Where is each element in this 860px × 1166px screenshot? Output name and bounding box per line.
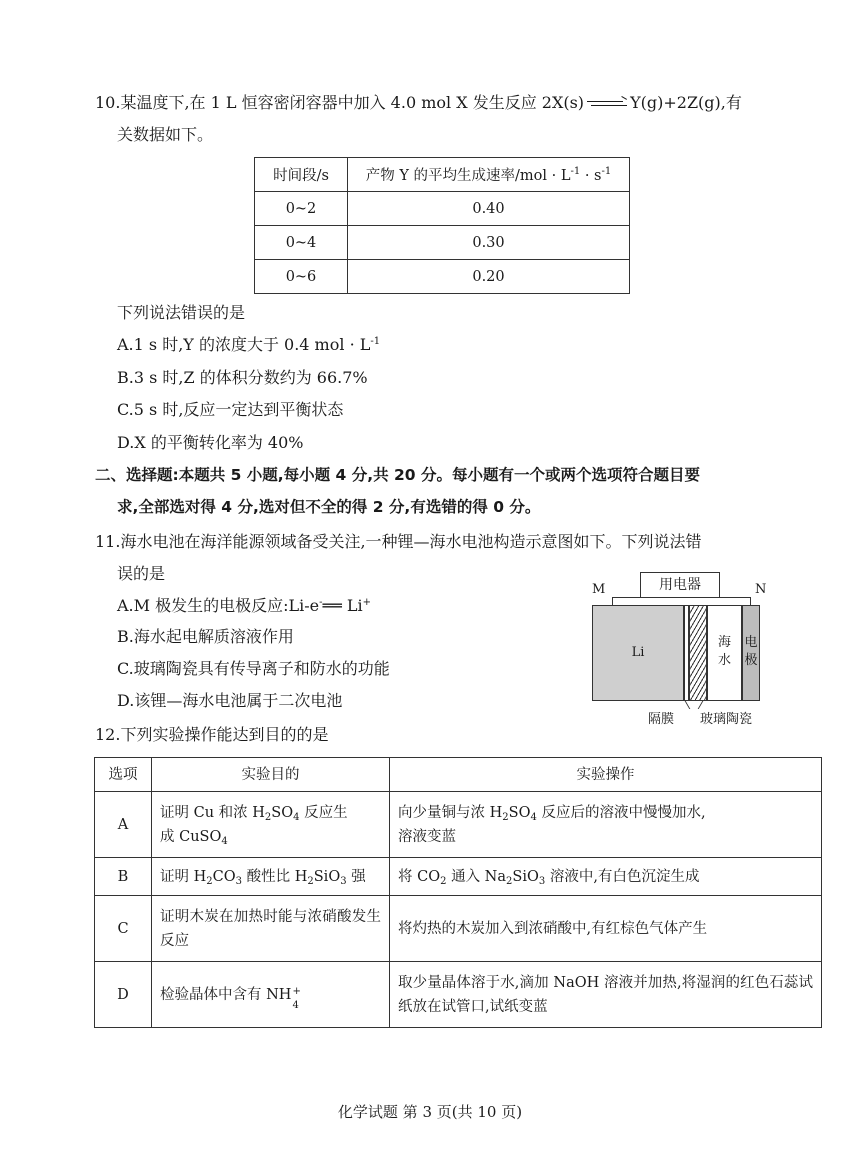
option-a-sup: -1 [370, 336, 381, 347]
q10-line1-text-end: Y(g)+2Z(g),有 [630, 93, 742, 112]
purpose-text: 反应生 [299, 804, 348, 821]
operation-text: 将 CO [398, 868, 441, 885]
electrode-n [742, 605, 760, 701]
q11-line2: 误的是 [117, 564, 166, 583]
option-cell: A [95, 792, 152, 858]
operation-cell: 将灼热的木炭加入到浓硝酸中,有红棕色气体产生 [390, 896, 822, 962]
ceramic-label: 玻璃陶瓷 [700, 712, 753, 727]
rate-cell: 0.20 [348, 260, 630, 294]
ion-charge-sub: 4 [292, 999, 299, 1011]
table-row [95, 792, 822, 858]
table-row [255, 260, 630, 294]
q10-line2: 关数据如下。 [117, 125, 214, 144]
purpose-text: 成 CuSO [160, 828, 222, 845]
option-a-text: A.1 s 时,Y 的浓度大于 0.4 mol · L [117, 335, 371, 354]
purpose-cell [152, 962, 390, 1028]
q10-line1 [95, 92, 742, 114]
rate-cell: 0.30 [348, 226, 630, 260]
option-cell: D [95, 962, 152, 1028]
section2-line1: 二、选择题:本题共 5 小题,每小题 4 分,共 20 分。每小题有一个或两个选项符合题目要 [95, 466, 700, 484]
purpose-cell: 证明木炭在加热时能与浓硝酸发生反应 [152, 896, 390, 962]
wire-left [612, 597, 640, 598]
battery-diagram [590, 570, 770, 730]
q12-col-operation-header: 实验操作 [390, 758, 822, 792]
ion-charge-sup: + [292, 985, 301, 997]
seawater [707, 605, 742, 701]
device-box: 用电器 [640, 572, 720, 598]
reversible-arrow-icon [587, 99, 627, 109]
seawater-label-1: 海 [717, 635, 731, 650]
q11-option-d: D.该锂—海水电池属于二次电池 [117, 691, 343, 710]
operation-cell: 将 $CO_2$ 通入 $Na_2SiO_3$ 溶液中,有白色沉淀生成 [390, 858, 822, 896]
q12-col-purpose-header: 实验目的 [152, 758, 390, 792]
period-cell: 0~6 [255, 260, 348, 294]
wire-right-down [750, 597, 751, 605]
purpose-text: SiO [313, 868, 341, 885]
operation-cell: 取少量晶体溶于水,滴加 NaOH 溶液并加热,将湿润的红色石蕊试纸放在试管口,试纸变蓝 [390, 962, 822, 1028]
q11-option-a [117, 595, 371, 617]
table-row [95, 896, 822, 962]
operation-text: SO [508, 804, 531, 821]
purpose-cell: 证明 Cu 和浓 $H_2SO_4$ 反应生 成 CuSO$_4$ [152, 792, 390, 858]
membrane-label: 隔膜 [648, 712, 675, 727]
table-row [95, 962, 822, 1028]
electrode-label-2: 极 [744, 653, 758, 668]
label-m: M [592, 582, 606, 597]
q10-table [254, 157, 630, 294]
q10-col-period-header: 时间段/s [255, 158, 348, 192]
q11-line1: 11.海水电池在海洋能源领域备受关注,一种锂—海水电池构造示意图如下。下列说法错 [95, 532, 702, 551]
q10-line1-text: 10.某温度下,在 1 L 恒容密闭容器中加入 4.0 mol X 发生反应 2X(s) [95, 93, 585, 112]
q10-option-a [117, 334, 380, 356]
section2-line2: 求,全部选对得 4 分,选对但不全的得 2 分,有选错的得 0 分。 [117, 498, 541, 516]
q12-col-option-header: 选项 [95, 758, 152, 792]
operation-text: 反应后的溶液中慢慢加水, [536, 804, 706, 821]
operation-text: 向少量铜与浓 H [398, 804, 503, 821]
page-footer: 化学试题 第 3 页(共 10 页) [337, 1103, 523, 1121]
q12-table-header-row [95, 758, 822, 792]
table-row [255, 226, 630, 260]
ion-charge [291, 985, 301, 1011]
operation-text: 通入 Na [446, 868, 507, 885]
rate-header-sup: -1 [570, 166, 581, 177]
seawater-label-2: 水 [717, 653, 731, 668]
q10-col-rate-header [348, 158, 630, 192]
q10-option-b: B.3 s 时,Z 的体积分数约为 66.7% [117, 368, 368, 387]
q10-stem: 下列说法错误的是 [117, 303, 246, 322]
purpose-text: 证明 Cu 和浓 H [160, 804, 265, 821]
period-cell: 0~2 [255, 192, 348, 226]
purpose-text: CO [212, 868, 236, 885]
purpose-text: 证明 H [160, 868, 207, 885]
rate-cell: 0.40 [348, 192, 630, 226]
q10-table-header-row [255, 158, 630, 192]
option-cell: C [95, 896, 152, 962]
purpose-text: 酸性比 H [242, 868, 308, 885]
operation-cell: 向少量铜与浓 $H_2SO_4$ 反应后的溶液中慢慢加水, 溶液变蓝 [390, 792, 822, 858]
purpose-cell: 证明 $H_2CO_3$ 酸性比 $H_2SiO_3$ 强 [152, 858, 390, 896]
rate-header-sup: -1 [601, 166, 612, 177]
option-a-sup: - [319, 597, 323, 608]
q10-option-c: C.5 s 时,反应一定达到平衡状态 [117, 400, 344, 419]
q10-option-d: D.X 的平衡转化率为 40% [117, 433, 304, 452]
purpose-text: 强 [346, 868, 366, 885]
purpose-text: 检验晶体中含有 NH [160, 986, 292, 1003]
wire-left-down [612, 597, 613, 605]
glass-ceramic [689, 605, 707, 701]
option-a-text-mid: ══ Li [322, 596, 363, 615]
electrode-label-1: 电 [744, 635, 758, 650]
label-n: N [755, 582, 767, 597]
membrane-leader [672, 701, 691, 709]
operation-text: 溶液中,有白色沉淀生成 [545, 868, 700, 885]
option-a-text: A.M 极发生的电极反应:Li-e [117, 596, 320, 615]
q11-option-c: C.玻璃陶瓷具有传导离子和防水的功能 [117, 659, 390, 678]
li-electrode: Li [592, 605, 684, 701]
rate-header-text-mid: · s [580, 168, 602, 184]
operation-text: SiO [512, 868, 539, 885]
table-row [95, 858, 822, 896]
q12-table [94, 757, 822, 1028]
purpose-text: SO [271, 804, 294, 821]
option-a-sup: + [362, 597, 371, 608]
operation-text: 溶液变蓝 [398, 828, 456, 845]
option-cell: B [95, 858, 152, 896]
table-row [255, 192, 630, 226]
wire-right [720, 597, 751, 598]
period-cell: 0~4 [255, 226, 348, 260]
rate-header-text: 产物 Y 的平均生成速率/mol · L [365, 168, 571, 184]
q12-stem: 12.下列实验操作能达到目的的是 [95, 725, 329, 744]
q11-option-b: B.海水起电解质溶液作用 [117, 627, 294, 646]
